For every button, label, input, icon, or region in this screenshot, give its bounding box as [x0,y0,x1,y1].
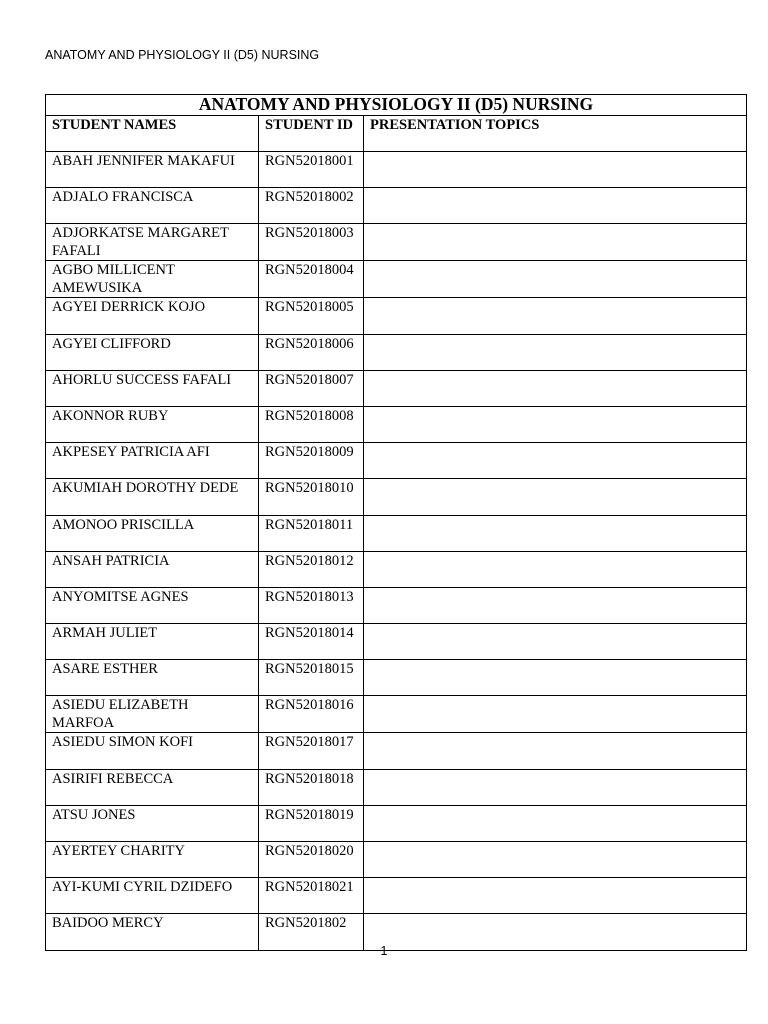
student-id-cell: RGN52018011 [259,515,364,551]
student-name-cell: AGYEI CLIFFORD [46,334,259,370]
table-row [46,261,747,298]
student-name-cell: ADJORKATSE MARGARET FAFALI [46,224,259,261]
student-name-cell: ASIEDU ELIZABETH MARFOA [46,696,259,733]
presentation-topic-cell [364,842,747,878]
student-id-cell: RGN52018007 [259,370,364,406]
table-row [46,334,747,370]
student-name-cell: ABAH JENNIFER MAKAFUI [46,152,259,188]
presentation-topic-cell [364,696,747,733]
table-row [46,443,747,479]
student-id-cell: RGN52018017 [259,733,364,769]
student-name-cell: ANYOMITSE AGNES [46,587,259,623]
table-row [46,624,747,660]
student-name-cell: AGBO MILLICENT AMEWUSIKA [46,261,259,298]
presentation-topic-cell [364,152,747,188]
presentation-topic-cell [364,878,747,914]
presentation-topic-cell [364,298,747,334]
column-header-topics: PRESENTATION TOPICS [364,116,747,152]
student-id-cell: RGN52018005 [259,298,364,334]
student-name-cell: BAIDOO MERCY [46,914,259,950]
presentation-topic-cell [364,261,747,298]
presentation-topic-cell [364,551,747,587]
student-name-cell: AKONNOR RUBY [46,406,259,442]
table-row [46,515,747,551]
presentation-topic-cell [364,660,747,696]
student-id-cell: RGN52018019 [259,805,364,841]
student-id-cell: RGN52018012 [259,551,364,587]
student-name-cell: ASARE ESTHER [46,660,259,696]
table-row [46,587,747,623]
table-body [46,152,747,951]
presentation-topic-cell [364,587,747,623]
presentation-topic-cell [364,406,747,442]
presentation-topic-cell [364,479,747,515]
student-name-cell: AKUMIAH DOROTHY DEDE [46,479,259,515]
presentation-topic-cell [364,370,747,406]
table-row [46,660,747,696]
student-id-cell: RGN52018013 [259,587,364,623]
student-id-cell: RGN52018020 [259,842,364,878]
table-row [46,878,747,914]
student-name-cell: ANSAH PATRICIA [46,551,259,587]
column-header-id: STUDENT ID [259,116,364,152]
student-id-cell: RGN52018006 [259,334,364,370]
table-row [46,696,747,733]
student-id-cell: RGN52018004 [259,261,364,298]
student-id-cell: RGN52018016 [259,696,364,733]
table-title: ANATOMY AND PHYSIOLOGY II (D5) NURSING [46,95,747,116]
presentation-topic-cell [364,515,747,551]
student-name-cell: AHORLU SUCCESS FAFALI [46,370,259,406]
table-row [46,842,747,878]
table-row [46,769,747,805]
student-id-cell: RGN52018003 [259,224,364,261]
column-header-names: STUDENT NAMES [46,116,259,152]
running-header: ANATOMY AND PHYSIOLOGY II (D5) NURSING [45,48,320,62]
table-row [46,188,747,224]
student-name-cell: AYERTEY CHARITY [46,842,259,878]
student-id-cell: RGN52018001 [259,152,364,188]
presentation-topic-cell [364,224,747,261]
table-row [46,298,747,334]
table-row [46,370,747,406]
student-name-cell: ATSU JONES [46,805,259,841]
presentation-topic-cell [364,769,747,805]
table-row [46,479,747,515]
student-id-cell: RGN52018009 [259,443,364,479]
student-table [45,94,747,951]
student-id-cell: RGN52018014 [259,624,364,660]
student-name-cell: AMONOO PRISCILLA [46,515,259,551]
student-id-cell: RGN52018010 [259,479,364,515]
student-name-cell: AKPESEY PATRICIA AFI [46,443,259,479]
student-id-cell: RGN52018002 [259,188,364,224]
table-row [46,224,747,261]
student-name-cell: AYI-KUMI CYRIL DZIDEFO [46,878,259,914]
student-id-cell: RGN52018015 [259,660,364,696]
table-row [46,152,747,188]
presentation-topic-cell [364,624,747,660]
table-row [46,551,747,587]
student-id-cell: RGN52018008 [259,406,364,442]
student-name-cell: ADJALO FRANCISCA [46,188,259,224]
student-name-cell: AGYEI DERRICK KOJO [46,298,259,334]
presentation-topic-cell [364,733,747,769]
presentation-topic-cell [364,805,747,841]
table-row [46,805,747,841]
table-row [46,406,747,442]
table-row [46,733,747,769]
student-id-cell: RGN5201802 [259,914,364,950]
student-name-cell: ASIEDU SIMON KOFI [46,733,259,769]
student-id-cell: RGN52018018 [259,769,364,805]
student-name-cell: ARMAH JULIET [46,624,259,660]
student-id-cell: RGN52018021 [259,878,364,914]
page-number: 1 [380,944,388,958]
student-name-cell: ASIRIFI REBECCA [46,769,259,805]
presentation-topic-cell [364,443,747,479]
presentation-topic-cell [364,188,747,224]
presentation-topic-cell [364,334,747,370]
